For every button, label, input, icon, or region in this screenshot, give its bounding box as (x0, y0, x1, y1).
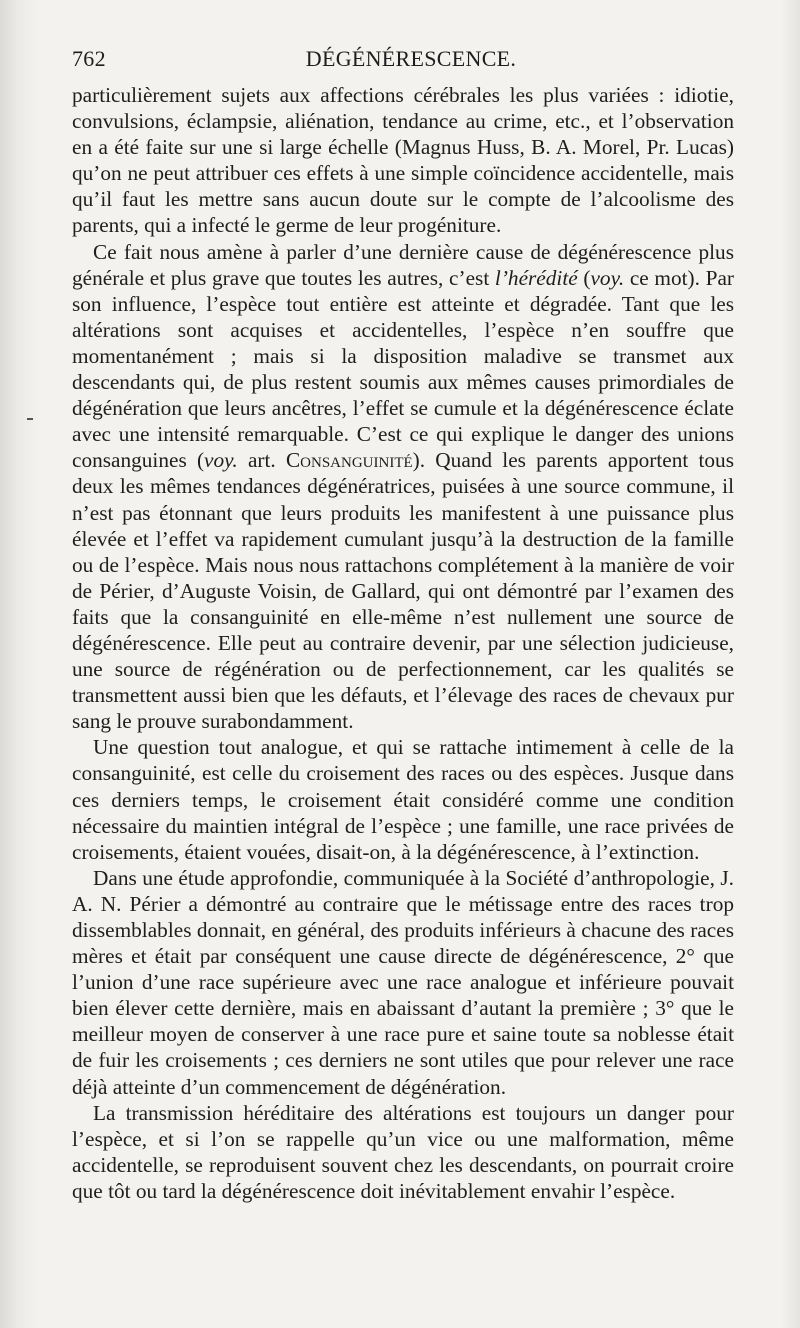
text-run: Ce fait nous amène à parler d’une dernière cause de dégénérescence plus générale et plus grave que toutes les autres, c’est (72, 239, 734, 290)
text-run: ( (577, 265, 591, 290)
page-number: 762 (72, 46, 106, 71)
paragraph (72, 239, 734, 735)
text-run: La transmission héréditaire des altérations est toujours un danger pour l’espèce, et si l’on se rappelle qu’un vice ou une malformation, même accidentelle, se reproduisent souvent chez les descendants, on pourrait croire que tôt ou tard la dégénérescence doit inévitablement envahir l’espèce. (72, 1100, 734, 1203)
paragraph (72, 734, 734, 864)
small-caps-text: Consanguinité (285, 448, 413, 473)
text-run: particulièrement sujets aux affections cérébrales les plus variées : idiotie, convulsions, éclampsie, aliénation, tendance au crime, etc., et l’observation en a été faite sur une si large échelle (Magnus Huss, B. A. Morel, Pr. Lucas) qu’on ne peut attribuer ces effets à une simple coïncidence accidentelle, mais qu’il faut les mettre sans aucun doute sur le compte de l’alcoolisme des parents, qui a infecté le germe de leur progéniture. (72, 83, 734, 238)
text-run: Dans une étude approfondie, communiquée à la Société d’anthropologie, J. A. N. Périer a démontré au contraire que le métissage entre des races trop dissemblables donnait, en général, des produits inférieurs à chacune des races mères et était par conséquent une cause directe de dégénérescence, 2° que l’union d’une race supérieure avec une race analogue et inférieure pouvait bien élever cette dernière, mais en abaissant d’autant la première ; 3° que le meilleur moyen de conserver à une race pure et saine toute sa noblesse était de fuir les croisements ; ces derniers ne sont utiles que pour relever une race déjà atteinte d’un commencement de dégénération. (72, 865, 734, 1099)
text-run: art. (237, 448, 286, 473)
paragraph (72, 865, 734, 1100)
body-text (72, 82, 734, 1204)
running-title: DÉGÉNÉRESCENCE. (305, 46, 517, 71)
text-run: Une question tout analogue, et qui se rattache intimement à celle de la consanguinité, est celle du croisement des races ou des espèces. Jusque dans ces derniers temps, le croisement était considéré comme une condition nécessaire du maintien intégral de l’espèce ; une famille, une race privées de croisements, étaient vouées, disait-on, à la dégénérescence, à l’extinction. (72, 735, 734, 864)
italic-text: voy. (204, 448, 238, 473)
paragraph (72, 82, 734, 239)
running-head (72, 46, 734, 76)
italic-text: voy. (590, 265, 625, 290)
paragraph (72, 1100, 734, 1204)
page-edge-shadow (780, 0, 800, 1328)
text-run: ). Quand les parents apportent tous deux les mêmes tendances dégénératrices, puisées à une source commune, il n’est pas étonnant que leurs produits les manifestent à une puissance plus élevée et l’effet va rapidement cumulant jusqu’à la destruction de la famille ou de l’espèce. Mais nous nous rattachons complétement à la manière de voir de Périer, d’Auguste Voisin, de Gallard, qui ont démontré par l’examen des faits que la consanguinité en elle-même n’est nullement une source de dégénérescence. Elle peut au contraire devenir, par une sélection judicieuse, une source de régénération ou de perfectionnement, car les qualités se transmettent aussi bien que les défauts, et l’élevage des races de chevaux pur sang le prouve surabondamment. (72, 448, 734, 734)
text-run: ce mot). Par son influence, l’espèce tout entière est atteinte et dégradée. Tant que les altérations sont acquises et accidentelles, l’espèce n’en souffre que momentanément ; mais si la disposition maladive se transmet aux descendants qui, de plus restent soumis aux mêmes causes primordiales de dégénération que leurs ancêtres, l’effet se cumule et la dégénérescence éclate avec une intensité remarquable. C’est ce qui explique le danger des unions consanguines ( (72, 265, 734, 473)
italic-text: l’hérédité (494, 265, 578, 290)
margin-mark (27, 418, 33, 420)
